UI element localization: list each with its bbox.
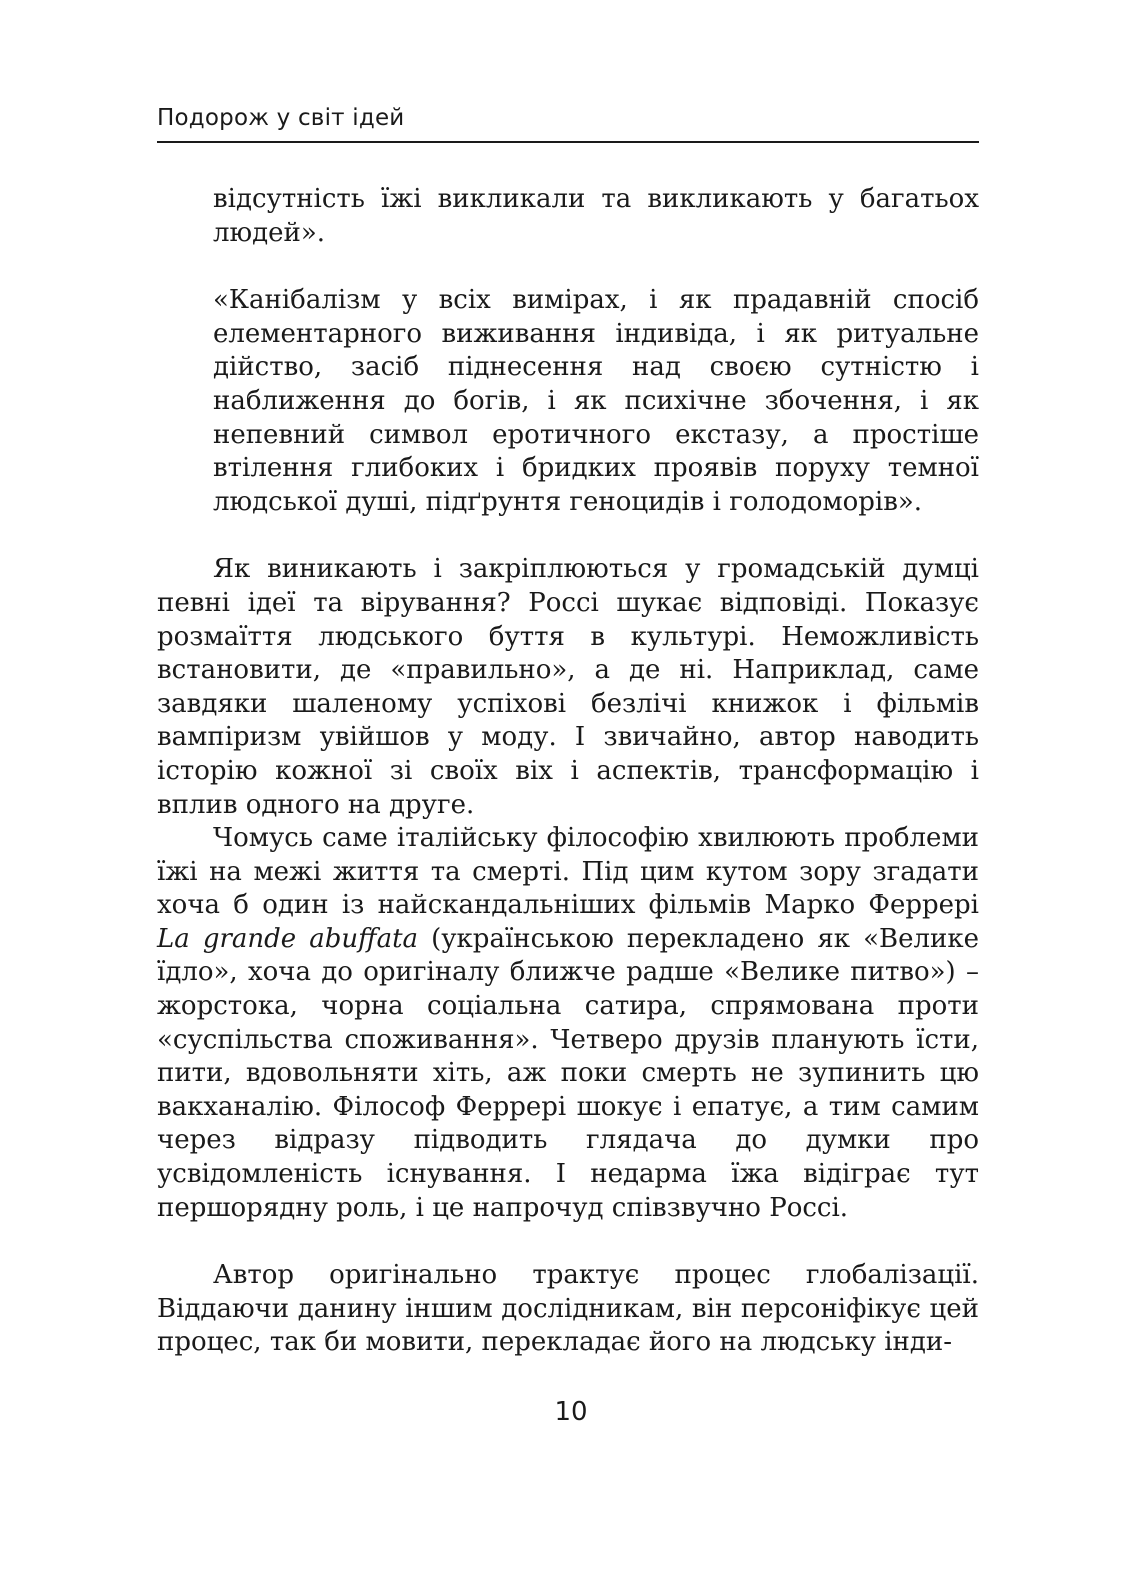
quote-block — [157, 183, 979, 519]
quote-paragraph-1: відсутність їжі викликали та викликають у багатьох людей». — [213, 184, 979, 248]
paragraph-2 — [157, 822, 979, 1225]
paragraph-3: Автор оригінально трактує процес глобалізації. Віддаючи данину іншим дослідникам, він персоніфікує цей процес, так би мовити, перекладає його на людську інди- — [157, 1260, 979, 1358]
paragraph-2-text-a: Чомусь саме італійську філософію хвилюють проблеми їжі на межі життя та смерті. Під цим кутом зору згадати хоча б один із найскандальніших фільмів Марко Феррері — [157, 823, 979, 921]
paragraph-2-text-b: (українською перекладено як «Велике їдло», хоча до оригіналу ближче радше «Велике питво») – жорстока, чорна соціальна сатира, спрямована проти «суспільства споживання». Четверо друзів планують їсти, пити, вдовольняти хіть, аж поки смерть не зупинить цю вакханалію. Філософ Феррері шокує і епатує, а тим самим через відразу підводить глядача до думки про усвідомленість існування. І недарма їжа відіграє тут першорядну роль, і це напрочуд співзвучно Россі. — [157, 923, 979, 1223]
page-number: 10 — [554, 1397, 588, 1427]
quote-paragraph-2: «Канібалізм у всіх вимірах, і як прадавній спосіб елементарного виживання індивіда, і як ритуальне дійство, засіб піднесення над своєю сутністю і наближення до богів, і як психічне збочення, і як непевний символ еротичного екстазу, а простіше втілення глибоких і бридких проявів поруху темної людської душі, підґрунтя геноцидів і голодоморів». — [213, 285, 979, 517]
page-body — [157, 183, 979, 1360]
header-rule — [157, 141, 979, 143]
running-title: Подорож у світ ідей — [157, 105, 405, 131]
film-title: La grande abuffata — [157, 923, 419, 954]
paragraph-1: Як виникають і закріплюються у громадській думці певні ідеї та вірування? Россі шукає відповіді. Показує розмаїття людського буття в культурі. Неможливість встановити, де «правильно», а де ні. Наприклад, саме завдяки шаленому успіхові безлічі книжок і фільмів вампіризм увійшов у моду. І звичайно, автор наводить історію кожної зі своїх віх і аспектів, трансформацію і вплив одного на друге. — [157, 554, 979, 820]
